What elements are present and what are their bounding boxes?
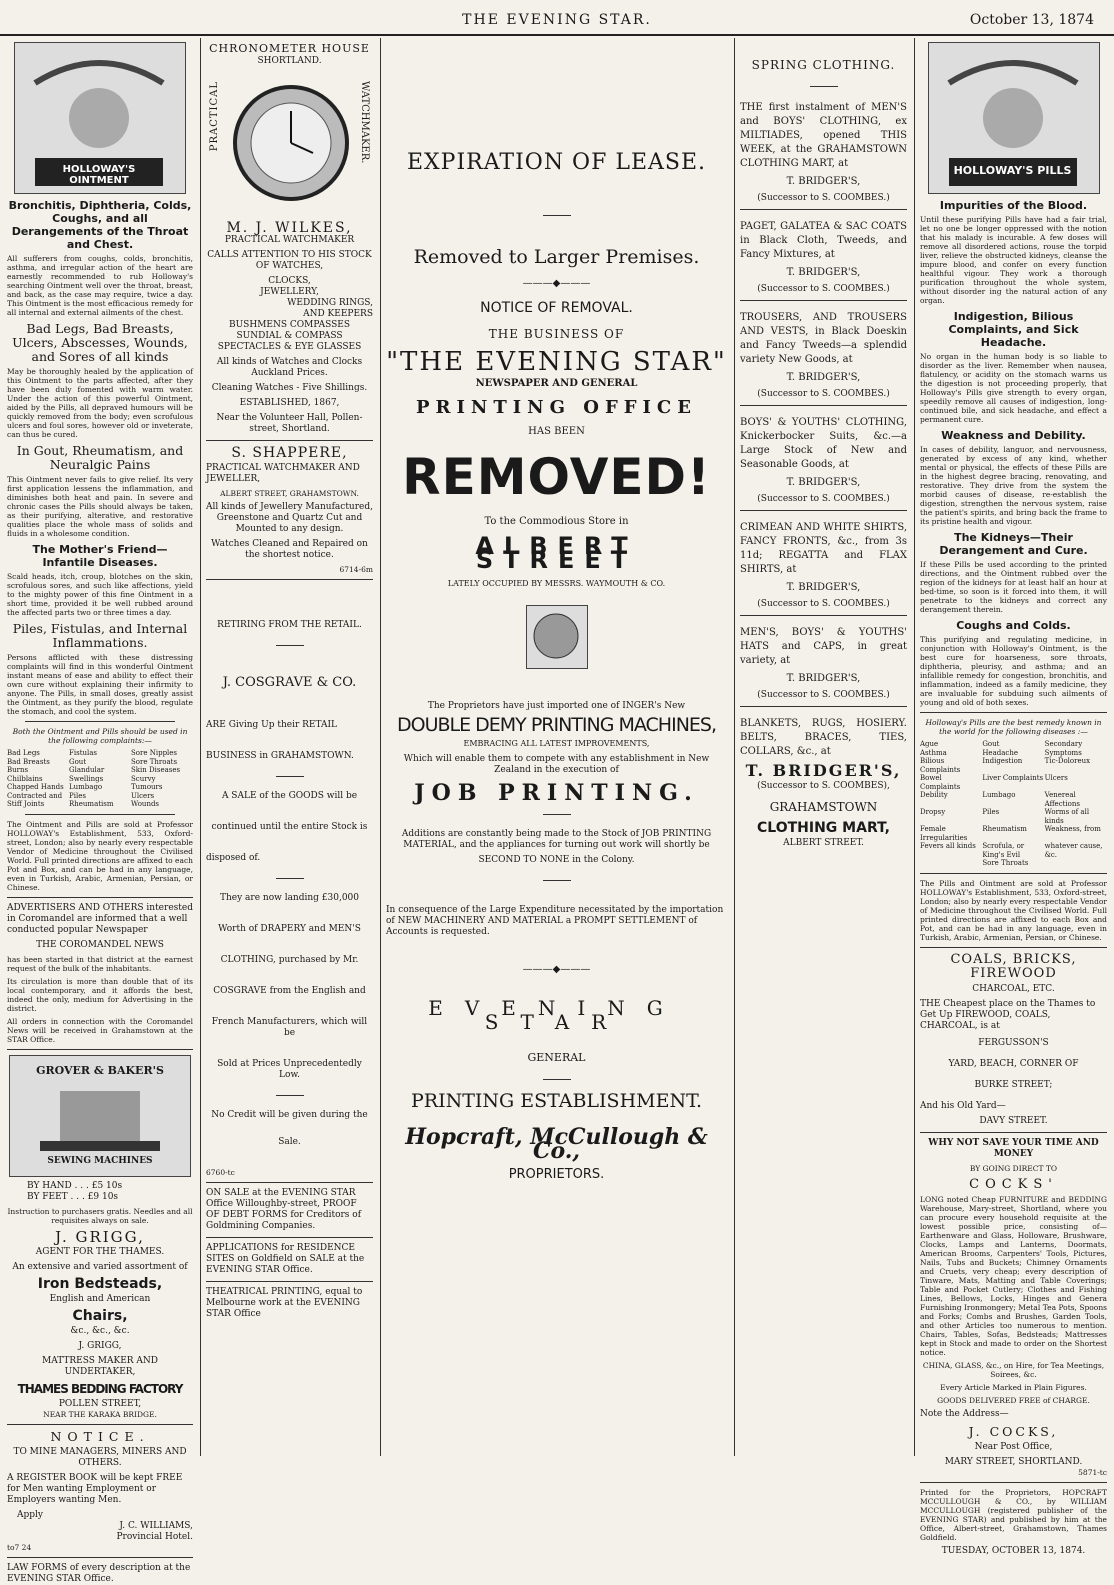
line: Provincial Hotel. (116, 1531, 193, 1542)
list-item: Gout (982, 740, 1000, 748)
divider (740, 209, 907, 210)
line: SECOND TO NONE in the Colony. (478, 855, 635, 865)
line: J. GRIGG, (78, 1340, 122, 1351)
list-item: Rheumatism (69, 800, 114, 808)
list-item: Sore Nipples (131, 749, 178, 757)
heading: Bronchitis, Diphtheria, Colds, Coughs, and all Derangements of the Throat and Chest. (8, 199, 192, 251)
imprint: Printed for the Proprietors, HOPCRAFT MCCULLOUGH & CO., by WILLIAM MCCULLOUGH (registered publisher of the EVENING STAR) and published by him at the Office, Albert-street, Grahamstown, Thames Goldfield. (920, 1487, 1107, 1542)
advertiser-name: J. COCKS, (968, 1423, 1059, 1439)
divider (206, 1281, 373, 1282)
line: continued until the entire Stock is (211, 822, 368, 832)
line: (Successor to S. COOMBES.) (757, 389, 890, 399)
heading: Indigestion, Bilious Complaints, and Sick Headache. (948, 310, 1079, 349)
line: BY GOING DIRECT TO (969, 1163, 1058, 1173)
line: TO MINE MANAGERS, MINERS AND OTHERS. (13, 1446, 187, 1468)
column-2 (200, 38, 378, 1456)
divider (543, 814, 571, 815)
divider (276, 645, 304, 646)
line: (Successor to S. COOMBES.) (757, 193, 890, 203)
divider (206, 440, 373, 441)
line: CLOCKS, (268, 276, 311, 286)
list-item: Symptoms (1044, 748, 1082, 757)
removed-headline: REMOVED! (402, 448, 711, 506)
vertical-label: WATCHMAKER. (359, 81, 370, 164)
list-item: Bowel Complaints (920, 774, 961, 791)
heading: Impurities of the Blood. (939, 199, 1088, 212)
line: French Manufacturers, which will be (211, 1017, 368, 1038)
line: (Successor to S. COOMBES.) (757, 690, 890, 700)
paragraph: A REGISTER BOOK will be kept FREE for Men wanting Employment or Employers wanting Men. (7, 1472, 183, 1505)
ad-code: to7 24 (7, 1542, 32, 1552)
paragraph: Until these purifying Pills have had a fair trial, let no one be longer oppressed with the notion that his malady is incurable. A few doses will remove all disordered actions, rouse the torpid liver, relieve the obstructed kidneys, cleanse the impure blood, and confer on every function healthful vigour. They work a thorough purification throughout the whole system, without disorder ing the natural action of any organ. (920, 215, 1107, 305)
advertiser-name: J. COSGRAVE & CO. (222, 675, 357, 690)
heading: NOTICE OF REMOVAL. (480, 300, 633, 316)
chronometer-block (206, 71, 373, 221)
line: (Successor to S. COOMBES), (757, 781, 890, 791)
masthead (0, 0, 1114, 36)
heading: SPRING CLOTHING. (751, 58, 896, 72)
line: GRAHAMSTOWN (769, 800, 878, 814)
paragraph: In cases of debility, languor, and nervousness, generated by excess of any kind, whether mental or physical, the effects of these Pills are in the highest degree bracing, renovating, and restorative. They drive from the system the morbid causes of disease, re-establish the digestion, strengthen the nervous system, raise the patient's spirits, and bring back the frame to its pristine health and vigour. (920, 445, 1107, 526)
line: WEDDING RINGS, (287, 298, 373, 308)
paragraph: THEATRICAL PRINTING, equal to Melbourne work at the EVENING STAR Office (206, 1287, 363, 1319)
list-item: Gout (69, 757, 87, 766)
paragraph: PAGET, GALATEA & SAC COATS in Black Cloth, Tweeds, and Fancy Mixtures, at (740, 221, 907, 260)
ornament-icon: ———◆——— (522, 278, 591, 289)
list-item: Fevers all kinds (920, 842, 976, 850)
paragraph: BLANKETS, RUGS, HOSIERY. BELTS, BRACES, TIES, COLLARS, &c., at (740, 718, 907, 757)
line: T. BRIDGER'S, (786, 267, 861, 278)
line: ALBERT STREET. (783, 838, 864, 848)
vertical-label: PRACTICAL (209, 81, 220, 152)
list-item: Indigestion (982, 757, 1023, 765)
line: LATELY OCCUPIED BY MESSRS. WAYMOUTH & CO. (447, 579, 666, 588)
complaints-intro: Both the Ointment and Pills should be used in the following complaints:— (12, 727, 188, 745)
paragraph: May be thoroughly healed by the application of this Ointment to the parts affected, after they have been duly fomented with warm water. Under the action of this powerful Ointment, aided by the Pills, all depraved humours will be quickly removed from the body; even scrofulous ulcers and foul sores, however old or inveterate, can thus be cured. (7, 367, 193, 439)
divider (206, 1237, 373, 1238)
heading: PRINTING OFFICE (416, 397, 697, 418)
price-line: BY FEET . . . £9 10s (27, 1191, 119, 1202)
list-item: Wounds (131, 800, 160, 808)
paragraph: The Ointment and Pills are sold at Professor HOLLOWAY's Establishment, 533, Oxford-street, London; also by nearly every respectable Vendor of Medicine throughout the Civilised World. Full printed directions are affixed to each Pot and Box, and can be had in any language, even in Turkish, Arabic, Armenian, Persian, or Chinese. (7, 819, 193, 892)
line: AND KEEPERS (303, 309, 373, 319)
paragraph: THE Cheapest place on the Thames to Get Up FIREWOOD, COALS, CHARCOAL, is at (920, 998, 1096, 1031)
divider (276, 878, 304, 879)
divider (25, 721, 175, 722)
ad-code: 6714-6m (339, 565, 373, 574)
list-item: Bad Breasts (7, 757, 50, 766)
line: T. BRIDGER'S, (786, 477, 861, 488)
line: An extensive and varied assortment of (12, 1261, 188, 1272)
heading: Bad Legs, Bad Breasts, Ulcers, Abscesses, Wounds, and Sores of all kinds (12, 321, 188, 364)
paragraph: The Pills and Ointment are sold at Professor HOLLOWAY's Establishment, 533, Oxford-street, London; also by nearly every respectable Vendor of Medicine throughout the Civilised World. Full printed directions are affixed to each Box and Pot, and can be had in any language, even in Turkish, Arabic, Armenian, Persian, or Chinese. (920, 878, 1107, 942)
paragraph: MEN'S, BOYS' & YOUTHS' HATS and CAPS, in great variety, at (740, 627, 907, 666)
ad-code: 5871-tc (1078, 1467, 1107, 1477)
printing-press-engraving (526, 605, 588, 669)
job-printing-headline: JOB PRINTING. (414, 780, 699, 806)
line: Auckland Prices. (251, 368, 328, 378)
machines-headline: DOUBLE DEMY PRINTING MACHINES, (396, 714, 717, 736)
line: POLLEN STREET, (58, 1398, 142, 1409)
line: Worth of DRAPERY and MEN'S (218, 924, 361, 934)
list-item: Tumours (131, 783, 163, 791)
line: CLOTHING, purchased by Mr. (220, 955, 359, 965)
paragraph: APPLICATIONS for RESIDENCE SITES on Goldfield on SALE at the EVENING STAR Office. (206, 1243, 365, 1275)
divider (740, 510, 907, 511)
divider (7, 1557, 193, 1558)
heading: PRINTING ESTABLISHMENT. (410, 1090, 703, 1112)
paragraph: ON SALE at the EVENING STAR Office Willoughby-street, PROOF OF DEBT FORMS for Creditors of Goldmining Companies. (206, 1188, 362, 1231)
paragraph: All sufferers from coughs, colds, bronchitis, asthma, and irregular action of the heart are earnestly recommended to rub Holloway's searching Ointment well over the throat, breast, and back, as the case may require, twice a day. This Ointment is the most efficacious remedy for all internal and external ailments of the chest. (7, 254, 193, 317)
line: SUNDIAL & COMPASS (236, 331, 343, 341)
paragraph: LAW FORMS of every description at the EVENING STAR Office. (7, 1562, 191, 1584)
paper-title: THE EVENING STAR. (462, 12, 652, 28)
star-crest-icon (527, 606, 585, 666)
line: (Successor to S. COOMBES.) (757, 284, 890, 294)
main-heading: EXPIRATION OF LEASE. (406, 150, 707, 175)
paragraph: Persons afflicted with these distressing complaints will find in this wonderful Ointment instant means of ease and ability to effect their own cure without explaining their infirmity to anyone. The Pills, in small doses, greatly assist the Ointment, as they purify the blood, regulate the stomach, and cool the system. (7, 653, 193, 716)
list-item: Fistulas (69, 749, 98, 757)
divider (920, 712, 1107, 713)
list-item: Weakness, from (1044, 825, 1101, 833)
ointment-logo-text: HOLLOWAY'S OINTMENT (62, 164, 136, 186)
column-4 (734, 38, 912, 1456)
list-item: Scrofula, or King's Evil (982, 842, 1025, 859)
line: MATTRESS MAKER AND UNDERTAKER, (41, 1355, 158, 1377)
list-item: Scurvy (131, 774, 156, 783)
line: ESTABLISHED, 1867, (239, 398, 340, 408)
divider (920, 1482, 1107, 1483)
list-item: Glandular (69, 766, 105, 774)
paragraph: CRIMEAN AND WHITE SHIRTS, FANCY FRONTS, &c., from 3s 11d; REGATTA and FLAX SHIRTS, at (740, 522, 907, 575)
line: No Credit will be given during the (211, 1110, 368, 1120)
line: To the Commodious Store in (484, 516, 629, 527)
product-heading: Iron Bedsteads, (37, 1275, 163, 1292)
heading: Piles, Fistulas, and Internal Inflammations. (12, 621, 188, 650)
line: Apply (17, 1509, 43, 1520)
holloway-pills-engraving (928, 42, 1100, 194)
heading: Coughs and Colds. (956, 619, 1071, 632)
divider (740, 615, 907, 616)
heading: In Gout, Rheumatism, and Neuralgic Pains (16, 443, 184, 472)
issue-date: October 13, 1874 (969, 12, 1094, 28)
line: &c., &c., &c. (70, 1325, 130, 1336)
heading: RETIRING FROM THE RETAIL. (217, 620, 362, 630)
line: disposed of. (206, 853, 261, 863)
sewing-machine-engraving (9, 1055, 191, 1177)
list-item (920, 859, 982, 868)
list-item: Burns (7, 766, 29, 774)
column-5 (914, 38, 1112, 1556)
pills-logo-text: HOLLOWAY'S PILLS (953, 164, 1072, 177)
line: DAVY STREET. (979, 1115, 1048, 1126)
line: FERGUSSON'S (978, 1037, 1049, 1048)
paragraph: All orders in connection with the Coromandel News will be received in Grahamstown at the STAR Office. (7, 1016, 193, 1044)
divider (206, 579, 373, 580)
ad-code: 6760-tc (206, 1168, 235, 1177)
paragraph: Which will enable them to compete with any establishment in New Zealand in the execution of (403, 754, 710, 775)
divider (920, 1132, 1107, 1133)
line: SPECTACLES & EYE GLASSES (217, 342, 362, 352)
paragraph: TROUSERS, AND TROUSERS AND VESTS, in Black Doeskin and Fancy Tweeds—a splendid variety New Goods, at (740, 312, 907, 365)
imprint-date: TUESDAY, OCTOBER 13, 1874. (941, 1545, 1086, 1556)
list-item: Asthma (920, 748, 947, 757)
street-headline: ALBERT STREET (475, 532, 638, 574)
line: Sold at Prices Unprecedentedly Low. (217, 1059, 362, 1080)
paragraph: This purifying and regulating medicine, in conjunction with Holloway's Ointment, is the best cure for hoarseness, sore throats, diphtheria, pleurisy, and asthma; and an infallible remedy for congestion, bronchitis, and inflammation, indeed as a family medicine, they are invaluable for subduing such ailments of young and old of both sexes. (920, 635, 1107, 707)
list-item: Lumbago (69, 783, 103, 791)
line: All kinds of Watches and Clocks (216, 357, 363, 367)
line: PRACTICAL WATCHMAKER (224, 235, 355, 245)
advertiser-name: T. BRIDGER'S, (745, 761, 902, 780)
line: Near the Volunteer Hall, Pollen-street, Shortland. (216, 413, 363, 434)
divider (740, 300, 907, 301)
diseases-list (920, 740, 1107, 868)
paragraph: has been started in that district at the earnest request of the bulk of the inhabitants. (7, 954, 193, 973)
list-item: Secondary (1044, 740, 1083, 748)
heading: THE BUSINESS OF (488, 327, 625, 341)
line: T. BRIDGER'S, (786, 673, 861, 684)
list-item: Contracted and (7, 791, 63, 800)
divider (206, 1182, 373, 1183)
sewing-logo-text: GROVER & BAKER'S (36, 1063, 164, 1077)
line: Cleaning Watches - Five Shillings. (211, 383, 368, 393)
divider (740, 706, 907, 707)
heading: NEWSPAPER AND GENERAL (475, 378, 638, 389)
line: T. BRIDGER'S, (786, 582, 861, 593)
clock-face-icon (230, 73, 352, 213)
line: T. BRIDGER'S, (786, 176, 861, 187)
list-item (1045, 859, 1107, 868)
paragraph: Its circulation is more than double that of its local contemporary, and it affords the best, indeed the only, medium for Advertising in the district. (7, 976, 193, 1013)
divider (25, 814, 175, 815)
paragraph: Scald heads, itch, croup, blotches on the skin, scrofulous sores, and such like affections, yield to the mighty power of this fine Ointment in a short time, provided it be well rubbed around the affected parts two or three times a day. (7, 572, 193, 617)
diseases-intro: Holloway's Pills are the best remedy known in the world for the following diseases :— (925, 718, 1102, 736)
evening-star-headline: EVENING STAR (428, 996, 685, 1034)
line: CHINA, GLASS, &c., on Hire, for Tea Meetings, Soirees, &c. (922, 1360, 1105, 1379)
list-item: whatever cause, &c. (1044, 842, 1103, 859)
divider (543, 215, 571, 216)
paragraph: LONG noted Cheap FURNITURE and BEDDING Warehouse, Mary-street, Shortland, where you can procure every household requisite at the lowest possible price, consisting of—Earthenware and Glass, Holloware, Brushware, Clocks, Lamps and Lanterns, Doormats, American Brooms, Carpenters' Tools, Pictures, Nails, Tubs and Buckets; Chimney Ornaments and Cruets, very cheap; every description of Tinware, Mats, Matting and Table Coverings; Table and Pocket Cutlery; Clothes and Fishing Lines, Bellows, Locks, Hinges and Genera Furnishing Ironmongery; Metal Tea Pots, Spoons and Forks; Combs and Brushes, Garden Tools, and other Articles too numerous to mention. Chairs, Tables, Sofas, Bedsteads; Mattresses kept in Stock and made to order on the Shortest notice. (920, 1194, 1107, 1357)
line: The Proprietors have just imported one of INGER's New (427, 701, 686, 711)
list-item: Piles (982, 808, 1000, 816)
paragraph: All kinds of Jewellery Manufactured, Greenstone and Quartz Cut and Mounted to any design. (206, 502, 373, 534)
heading: The Mother's Friend—Infantile Diseases. (32, 543, 168, 569)
line: J. C. WILLIAMS, (119, 1520, 193, 1531)
line: GOODS DELIVERED FREE of CHARGE. (937, 1395, 1090, 1405)
line: BUSINESS in GRAHAMSTOWN. (206, 751, 354, 761)
divider (740, 405, 907, 406)
divider (7, 897, 193, 898)
paragraph: Instruction to purchasers gratis. Needles and all requisites always on sale. (7, 1206, 193, 1225)
divider (276, 1095, 304, 1096)
paragraph: This Ointment never fails to give relief. Its very first application lessens the inflammation, and diminishes both heat and pain. In severe and chronic cases the Pills should always be taken, as their purifying, alterative, and restorative qualities place the whole mass of solids and fluids in a wholesome condition. (7, 475, 193, 538)
list-item: Sore Throats (131, 757, 178, 766)
line: PRACTICAL WATCHMAKER AND JEWELLER, (206, 463, 360, 484)
advertiser-name: M. J. WILKES, (226, 220, 353, 236)
paragraph: THE first instalment of MEN'S and BOYS' CLOTHING, ex MILTIADES, opened THIS WEEK, at the GRAHAMSTOWN CLOTHING MART, at (740, 102, 907, 169)
line: A SALE of the GOODS will be (221, 791, 358, 801)
list-item: Tic-Doloreux (1044, 757, 1091, 765)
list-item: Venereal Affections (1044, 791, 1080, 808)
line: NEAR THE KARAKA BRIDGE. (43, 1409, 157, 1419)
line: Every Article Marked in Plain Figures. (940, 1382, 1087, 1392)
list-item: Dropsy (920, 808, 946, 816)
line: BUSHMENS COMPASSES (228, 320, 351, 330)
list-item: Bad Legs (7, 749, 40, 757)
line: YARD, BEACH, CORNER OF (948, 1058, 1079, 1069)
product-heading: Chairs, (72, 1307, 128, 1324)
list-item: Bilious Complaints (920, 757, 961, 774)
line: (Successor to S. COOMBES.) (757, 494, 890, 504)
line: ARE Giving Up their RETAIL (206, 720, 338, 730)
list-item: Chilblains (7, 774, 43, 783)
list-item: Ulcers (1044, 774, 1068, 782)
column-1 (2, 38, 198, 1584)
divider (920, 947, 1107, 948)
paragraph: No organ in the human body is so liable to disorder as the liver. Remember when nausea, flatulency, or acidity on the stomach warns us the digestion is not proceeding properly, that Holloway's Pills give strength to every organ, speedily remove all causes of indigestion, long-continued bile, and sick headache, and effect a permanent cure. (920, 352, 1107, 424)
notice-heading: NOTICE. (50, 1428, 150, 1444)
line: Note the Address— (920, 1408, 1009, 1419)
line: And his Old Yard— (920, 1100, 1006, 1111)
divider (920, 873, 1107, 874)
list-item: Liver Complaints (982, 774, 1044, 782)
list-item: Stiff Joints (7, 800, 45, 808)
heading: CHRONOMETER HOUSE (209, 42, 370, 55)
heading: COALS, BRICKS, FIREWOOD (950, 951, 1077, 981)
heading: HAS BEEN (528, 426, 585, 437)
list-item: Lumbago (982, 791, 1016, 799)
newspaper-name: THE COROMANDEL NEWS (36, 939, 164, 950)
line: Near Post Office, (974, 1441, 1053, 1452)
line: JEWELLERY, (260, 287, 319, 297)
heading: WHY NOT SAVE YOUR TIME AND MONEY (928, 1137, 1099, 1159)
line: PROPRIETORS. (508, 1167, 605, 1182)
list-item: Chapped Hands (7, 783, 64, 791)
list-item: Piles (69, 791, 86, 800)
line: ALBERT STREET, GRAHAMSTOWN. (220, 489, 359, 498)
heading: CLOTHING MART, (757, 820, 890, 836)
list-item: Rheumatism (982, 825, 1027, 833)
divider (7, 1424, 193, 1425)
list-item: Ague (920, 740, 939, 748)
column-3 (380, 38, 732, 1456)
paragraph: ADVERTISERS AND OTHERS interested in Coromandel are informed that a well conducted popular Newspaper (7, 902, 193, 935)
list-item: Skin Diseases (131, 766, 181, 774)
complaints-list (7, 749, 193, 809)
factory-name: THAMES BEDDING FACTORY (17, 1381, 183, 1396)
line: BURKE STREET; (974, 1079, 1053, 1090)
paper-name-heading: "THE EVENING STAR" (386, 347, 727, 377)
list-item: Worms of all kinds (1044, 808, 1090, 825)
line: CALLS ATTENTION TO HIS STOCK OF WATCHES, (207, 250, 372, 271)
sewing-logo-text: SEWING MACHINES (47, 1155, 153, 1166)
line: GENERAL (527, 1051, 586, 1064)
divider (810, 86, 838, 87)
line: CHARCOAL, ETC. (972, 983, 1055, 994)
price-line: BY HAND . . . £5 10s (27, 1180, 123, 1191)
line: AGENT FOR THE THAMES. (35, 1246, 165, 1257)
proprietors-name: Hopcraft, McCullough & Co., (405, 1124, 708, 1164)
list-item: Headache (982, 748, 1018, 757)
ornament-icon: ———◆——— (522, 964, 591, 975)
divider (543, 880, 571, 881)
paragraph: Watches Cleaned and Repaired on the shortest notice. (211, 539, 368, 560)
divider (7, 1049, 193, 1050)
advertiser-name: J. GRIGG, (55, 1227, 145, 1246)
paragraph: BOYS' & YOUTHS' CLOTHING, Knickerbocker Suits, &c.—a Large Stock of New and Seasonable Goods, at (740, 417, 907, 470)
paragraph: Additions are constantly being made to the Stock of JOB PRINTING MATERIAL, and the appliances for turning out work will shortly be (401, 829, 712, 850)
line: COSGRAVE from the English and (213, 986, 366, 996)
line: (Successor to S. COOMBES.) (757, 599, 890, 609)
list-item: Sore Throats (982, 859, 1029, 867)
list-item: Female Irregularities (920, 825, 968, 842)
heading: Removed to Larger Premises. (413, 246, 700, 268)
line: Sale. (278, 1137, 301, 1147)
heading: The Kidneys—Their Derangement and Cure. (939, 531, 1088, 557)
holloway-ointment-engraving (14, 42, 186, 194)
heading: Weakness and Debility. (941, 429, 1086, 442)
list-item: Ulcers (131, 791, 155, 800)
line: EMBRACING ALL LATEST IMPROVEMENTS, (463, 739, 650, 748)
paragraph: In consequence of the Large Expenditure necessitated by the importation of NEW MACHINERY AND MATERIAL a PROMPT SETTLEMENT of Accounts is requested. (386, 905, 724, 937)
list-item: Debility (920, 791, 948, 799)
divider (543, 1079, 571, 1080)
advertiser-name: S. SHAPPERE, (231, 445, 348, 461)
line: SHORTLAND. (257, 56, 322, 66)
line: T. BRIDGER'S, (786, 372, 861, 383)
line: They are now landing £30,000 (219, 893, 360, 903)
line: MARY STREET, SHORTLAND. (944, 1456, 1083, 1467)
advertiser-name: COCKS' (969, 1176, 1058, 1192)
line: English and American (49, 1293, 151, 1304)
divider (276, 776, 304, 777)
paragraph: If these Pills be used according to the printed directions, and the Ointment rubbed over the region of the kidneys for at least half an hour at bed-time, so soon is it forced into them, it will penetrate to the kidneys and correct any derangement therein. (920, 560, 1107, 614)
list-item: Swellings (69, 774, 104, 783)
